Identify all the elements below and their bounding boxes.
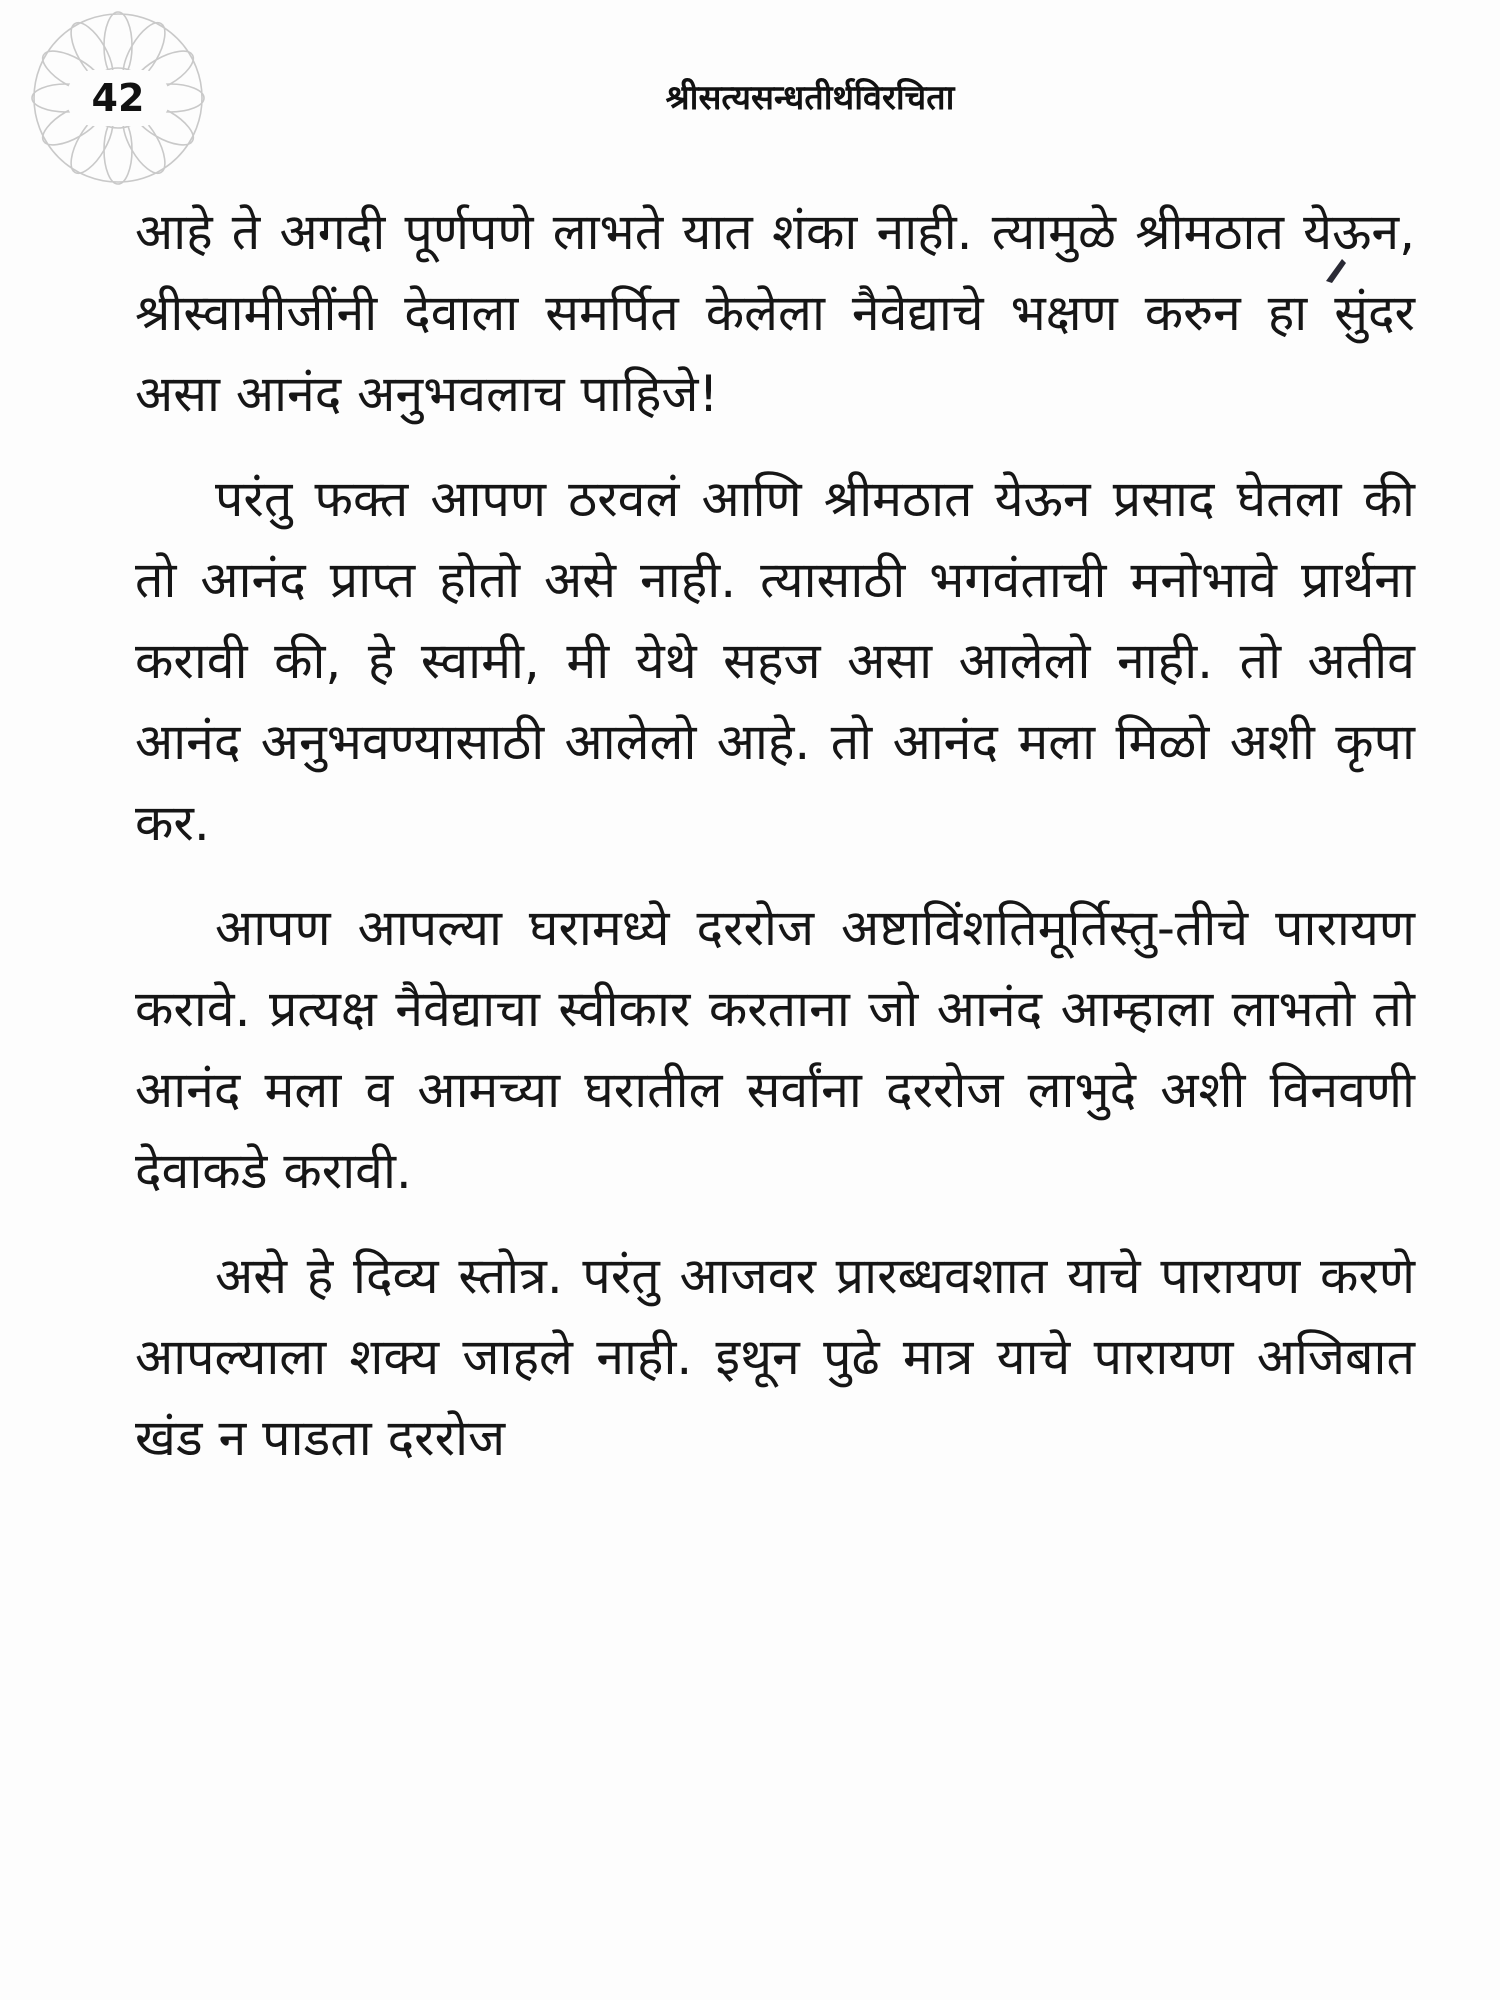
paragraph: असे हे दिव्य स्तोत्र. परंतु आजवर प्रारब्धवशात याचे पारायण करणे आपल्याला शक्य जाहले नाही. इथून पुढे मात्र याचे पारायण अजिबात खंड न पाडता दररोज: [135, 1247, 1415, 1467]
paragraph: आहे ते अगदी पूर्णपणे लाभते यात शंका नाही. त्यामुळे श्रीमठात येऊन, श्रीस्वामीजींनी देवाला समर्पित केलेला नैवेद्याचे भक्षण करुन हा सुंदर असा आनंद अनुभवलाच पाहिजे!: [135, 203, 1415, 423]
paragraph: परंतु फक्त आपण ठरवलं आणि श्रीमठात येऊन प्रसाद घेतला की तो आनंद प्राप्त होतो असे नाही. त्यासाठी भगवंताची मनोभावे प्रार्थना करावी की, हे स्वामी, मी येथे सहज असा आलेलो नाही. तो अतीव आनंद अनुभवण्यासाठी आलेलो आहे. तो आनंद मला मिळो अशी कृपा कर.: [135, 470, 1415, 852]
page-number: 42: [91, 76, 145, 120]
body-text: [135, 192, 1415, 1503]
paragraph: आपण आपल्या घरामध्ये दररोज अष्टाविंशतिमूर्तिस्तु-तीचे पारायण करावे. प्रत्यक्ष नैवेद्याचा स्वीकार करताना जो आनंद आम्हाला लाभतो तो आनंद मला व आमच्या घरातील सर्वांना दररोज लाभुदे अशी विनवणी देवाकडे करावी.: [135, 899, 1415, 1200]
running-head: श्रीसत्यसन्धतीर्थविरचिता: [665, 78, 955, 118]
